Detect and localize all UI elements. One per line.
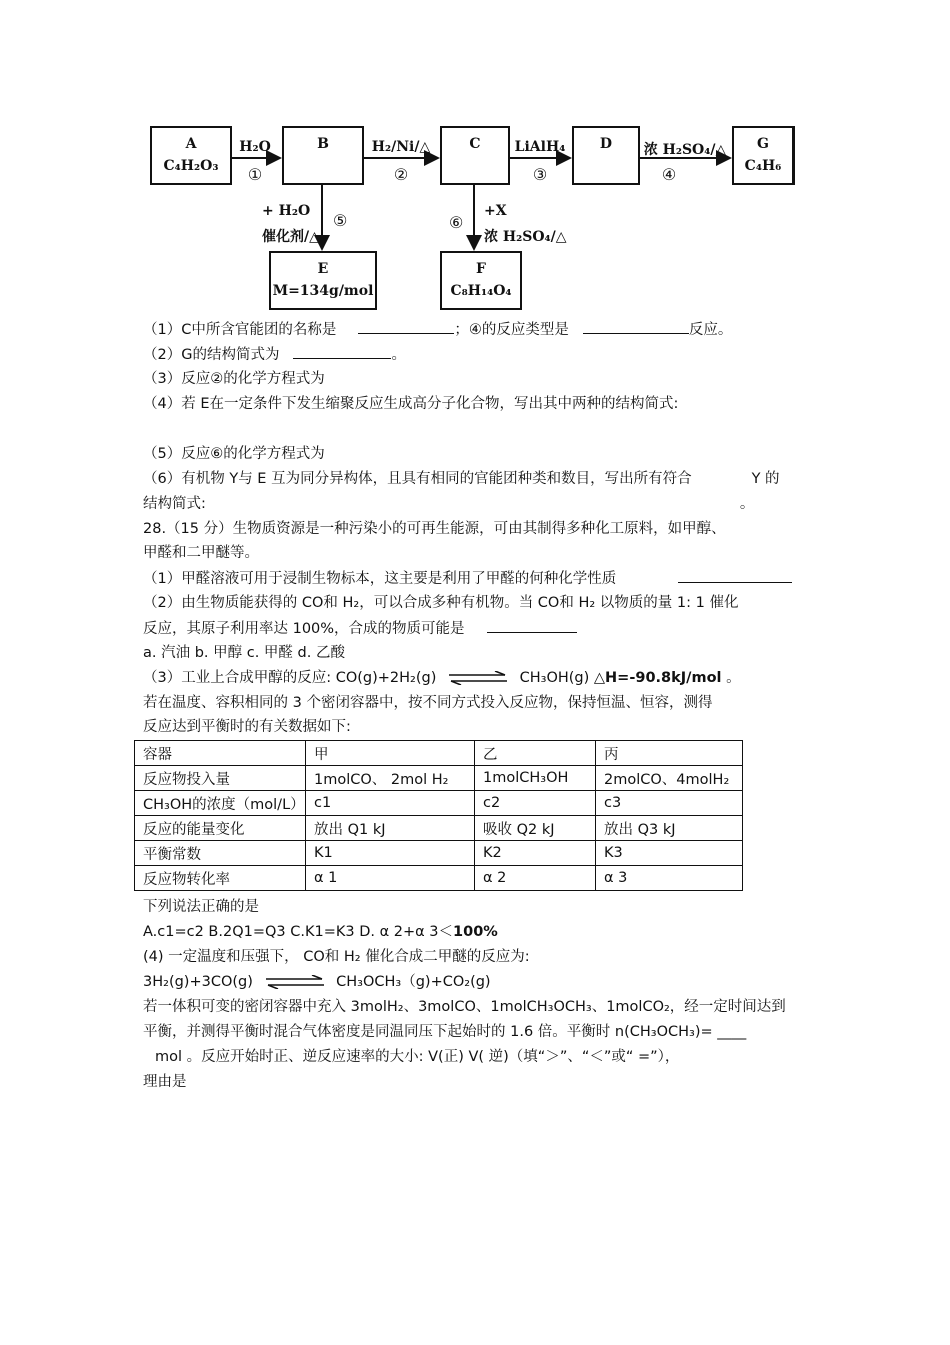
answer-blank[interactable] [583,319,689,334]
table-cell: α 1 [306,866,475,891]
q28-part-4-equation [143,972,491,992]
equilibrium-arrow-icon [264,975,326,989]
table-row [135,791,743,816]
q28-part-2-options: a. 汽油 b. 甲醇 c. 甲醛 d. 乙酸 [143,645,345,661]
table-cell: 吸收 Q2 kJ [475,816,596,841]
arrow-4-reagent: 浓 H₂SO₄/△ [643,142,727,158]
q27-line-6 [143,469,780,489]
q28-part-4-line-4: 理由是 [143,1074,187,1090]
arrow-6-reagent-2: 浓 H₂SO₄/△ [484,229,567,245]
compound-f-formula: C₈H₁₄O₄ [450,283,512,299]
compound-b-name: B [317,136,329,152]
q28-intro-1: 28.（15 分）生物质资源是一种污染小的可再生能源，可由其制得多种化工原料，如甲醇、 [143,521,726,537]
q28-part-3-options [143,922,498,942]
table-cell: 反应的能量变化 [135,816,306,841]
compound-c-name: C [469,136,481,152]
q27-line-1 [143,319,732,340]
table-cell: K3 [596,841,743,866]
table-header-row [135,741,743,766]
table-header-cell: 甲 [306,741,475,766]
q27-line-3: （3）反应②的化学方程式为 [143,371,325,387]
compound-a-name: A [185,136,197,152]
answer-blank[interactable] [487,618,577,633]
table-cell: K1 [306,841,475,866]
arrow-5-reagent-2: 催化剂/△ [262,229,320,245]
q28-part-4-intro: (4) 一定温度和压强下， CO和 H₂ 催化合成二甲醚的反应为: [143,949,530,965]
table-header-cell: 乙 [475,741,596,766]
table-cell: 1molCH₃OH [475,766,596,791]
q28-part-3-question: 下列说法正确的是 [143,899,259,915]
q27-1-text-b: ；④的反应类型是 [454,322,569,338]
q28-part-4-line-1: 若一体积可变的密闭容器中充入 3molH₂、3molCO、1molCH₃OCH₃、1molCO₂，经一定时间达到 [143,999,786,1015]
table-row [135,816,743,841]
q28-3-options-bold: 100% [453,924,498,940]
compound-d-name: D [599,136,613,152]
arrow-1-reagent: H₂O [239,139,271,155]
compound-g-name: G [757,136,769,152]
compound-e-name: E [317,261,329,277]
q28-part-2b [143,618,577,639]
table-cell: 放出 Q3 kJ [596,816,743,841]
equilibrium-arrow-icon [447,671,509,685]
arrow-3-reagent: LiAlH₄ [514,139,566,155]
q27-2-text-a: （2）G的结构简式为 [143,347,280,363]
arrow-5-number: ⑤ [333,211,348,230]
q28-part-1 [143,568,792,589]
q27-line-7 [143,494,754,514]
compound-f-name: F [476,261,486,277]
q27-line-4: （4）若 E在一定条件下发生缩聚反应生成高分子化合物，写出其中两种的结构简式: [143,396,679,412]
q27-1-text-c: 反应。 [688,322,733,338]
table-cell: 2molCO、4molH₂ [596,766,743,791]
q28-4-eq-right: CH₃OCH₃（g)+CO₂(g) [336,974,491,990]
arrow-6-number: ⑥ [449,213,464,232]
table-cell: α 3 [596,866,743,891]
q28-3-eq-left: （3）工业上合成甲醇的反应: CO(g)+2H₂(g) [143,670,437,686]
arrow-4-number: ④ [661,165,677,184]
q28-3-eq-right: CH₃OH(g) △ [519,670,606,686]
q28-part-3-desc-2: 反应达到平衡时的有关数据如下: [143,719,351,735]
table-row [135,866,743,891]
q27-line-2 [143,344,406,365]
q28-intro-2: 甲醛和二甲醚等。 [143,545,259,561]
table-cell: 1molCO、 2mol H₂ [306,766,475,791]
arrow-2-reagent: H₂/Ni/△ [371,139,431,155]
table-cell: α 2 [475,866,596,891]
compound-e-formula: M=134g/mol [272,283,374,299]
table-cell: CH₃OH的浓度（mol/L） [135,791,306,816]
arrow-2-number: ② [393,165,409,184]
arrow-3-number: ③ [532,165,548,184]
table-header-cell: 丙 [596,741,743,766]
table-cell: K2 [475,841,596,866]
table-row [135,841,743,866]
table-header-cell: 容器 [135,741,306,766]
q28-part-3-desc-1: 若在温度、容积相同的 3 个密闭容器中，按不同方式投入反应物，保持恒温、恒容，测得 [143,695,713,711]
q28-3-enthalpy: H=-90.8kJ/mol [605,670,722,686]
compound-a-formula: C₄H₂O₃ [163,158,219,174]
q27-7-text-a: 结构简式: [143,496,206,512]
table-cell: c1 [306,791,475,816]
compound-g-formula: C₄H₆ [744,158,782,174]
table-cell: 放出 Q1 kJ [306,816,475,841]
q28-3-options-text: A.c1=c2 B.2Q1=Q3 C.K1=K3 D. α 2+α 3＜ [143,924,454,940]
q27-1-text-a: （1）C中所含官能团的名称是 [143,322,337,338]
arrow-6-reagent-1: +X [484,203,507,219]
table-row [135,766,743,791]
q28-part-3-equation [143,668,741,688]
q27-6-text-a: （6）有机物 Y与 E 互为同分异构体，且具有相同的官能团种类和数目，写出所有符合 [143,471,692,487]
q28-2b-text: 反应，其原子利用率达 100%，合成的物质可能是 [143,621,465,637]
equilibrium-data-table [134,740,743,891]
q28-part-4-line-2: 平衡，并测得平衡时混合气体密度是同温同压下起始时的 1.6 倍。平衡时 n(CH₃OCH₃)= ____ [143,1024,747,1040]
table-cell: 反应物转化率 [135,866,306,891]
q28-3-eq-end: 。 [721,670,741,686]
table-cell: c2 [475,791,596,816]
q27-6-text-b: Y 的 [751,471,780,487]
arrow-5-reagent-1: + H₂O [262,203,311,219]
answer-blank[interactable] [678,568,792,583]
q27-7-text-b: 。 [739,496,755,512]
q28-part-2a: （2）由生物质能获得的 CO和 H₂，可以合成多种有机物。当 CO和 H₂ 以物质的量 1: 1 催化 [143,595,739,611]
q27-2-text-b: 。 [391,347,406,363]
arrow-1-number: ① [247,165,263,184]
table-cell: 反应物投入量 [135,766,306,791]
q28-part-4-line-3: mol 。反应开始时正、逆反应速率的大小: V(正) V( 逆)（填“＞”、“＜”或“ =”）， [155,1049,680,1065]
table-cell: 平衡常数 [135,841,306,866]
q28-1-text: （1）甲醛溶液可用于浸制生物标本，这主要是利用了甲醛的何种化学性质 [143,571,617,587]
answer-blank[interactable] [293,344,391,359]
table-cell: c3 [596,791,743,816]
q28-4-eq-left: 3H₂(g)+3CO(g) [143,974,253,990]
scheme-arrows [0,0,950,320]
answer-blank[interactable] [358,319,454,334]
q27-line-5: （5）反应⑥的化学方程式为 [143,446,325,462]
